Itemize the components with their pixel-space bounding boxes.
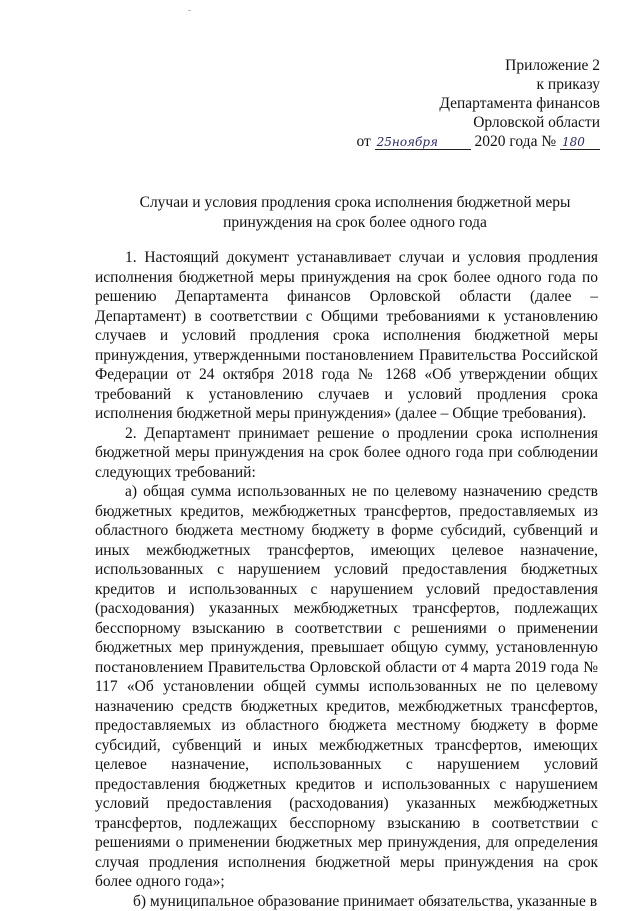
- scan-speck: [188, 10, 191, 11]
- order-date-handwritten: 25ноября: [375, 135, 471, 150]
- document-title-line2: принуждения на срок более одного года: [120, 213, 590, 233]
- appendix-region: Орловской области: [356, 113, 600, 132]
- appendix-number: Приложение 2: [356, 56, 600, 75]
- appendix-department: Департамента финансов: [356, 94, 600, 113]
- order-number-sign: №: [541, 133, 556, 150]
- order-number-handwritten: 180: [560, 135, 600, 150]
- appendix-header: [356, 56, 600, 151]
- paragraph-2a: а) общая сумма использованных не по целевому назначению средств бюджетных кредитов, межбюджетных трансфертов, предоставляемых из областного бюджета местному бюджету в форме субсидий, субвенций и иных межбюджетных трансфертов, имеющих целевое назначение, использованных с нарушением условий предоставления бюджетных кредитов и использованных с нарушением условий предоставления (расходования) указанных межбюджетных трансфертов, подлежащих бесспорному взысканию в соответствии с решениями о применении бюджетных мер принуждения, превышает общую сумму, установленную постановлением Правительства Орловской области от 4 марта 2019 года № 117 «Об установлении общей суммы использованных не по целевому назначению средств бюджетных кредитов, межбюджетных трансфертов, предоставляемых из областного бюджета местному бюджету в форме субсидий, субвенций и иных межбюджетных трансфертов, имеющих целевое назначение, использованных с нарушением условий предоставления бюджетных кредитов и использованных с нарушением условий предоставления (расходования) указанных межбюджетных трансфертов, подлежащих бесспорному взысканию в соответствии с решениями о применении бюджетных мер принуждения, для определения случая продления исполнения бюджетной меры принуждения на срок более одного года»;: [95, 482, 598, 892]
- order-prefix: от: [356, 133, 370, 150]
- appendix-order-ref: к приказу: [356, 75, 600, 94]
- document-body: [95, 248, 598, 911]
- order-year: 2020 года: [475, 133, 538, 150]
- order-date-line: [356, 132, 600, 151]
- paragraph-2b: б) муниципальное образование принимает обязательства, указанные в: [95, 892, 598, 911]
- paragraph-1: 1. Настоящий документ устанавливает случаи и условия продления исполнения бюджетной меры принуждения на срок более одного года по решению Департамента финансов Орловской области (далее – Департамент) в соответствии с Общими требованиями к установлению случаев и условий продления срока исполнения бюджетной меры принуждения, утвержденными постановлением Правительства Российской Федерации от 24 октября 2018 года № 1268 «Об утверждении общих требований к установлению случаев и условий продления срока исполнения бюджетной меры принуждения» (далее – Общие требования).: [95, 248, 598, 424]
- document-title: [120, 193, 590, 233]
- document-title-line1: Случаи и условия продления срока исполнения бюджетной меры: [120, 193, 590, 213]
- paragraph-2: 2. Департамент принимает решение о продлении срока исполнения бюджетной меры принуждения на срок более одного года при соблюдении следующих требований:: [95, 424, 598, 483]
